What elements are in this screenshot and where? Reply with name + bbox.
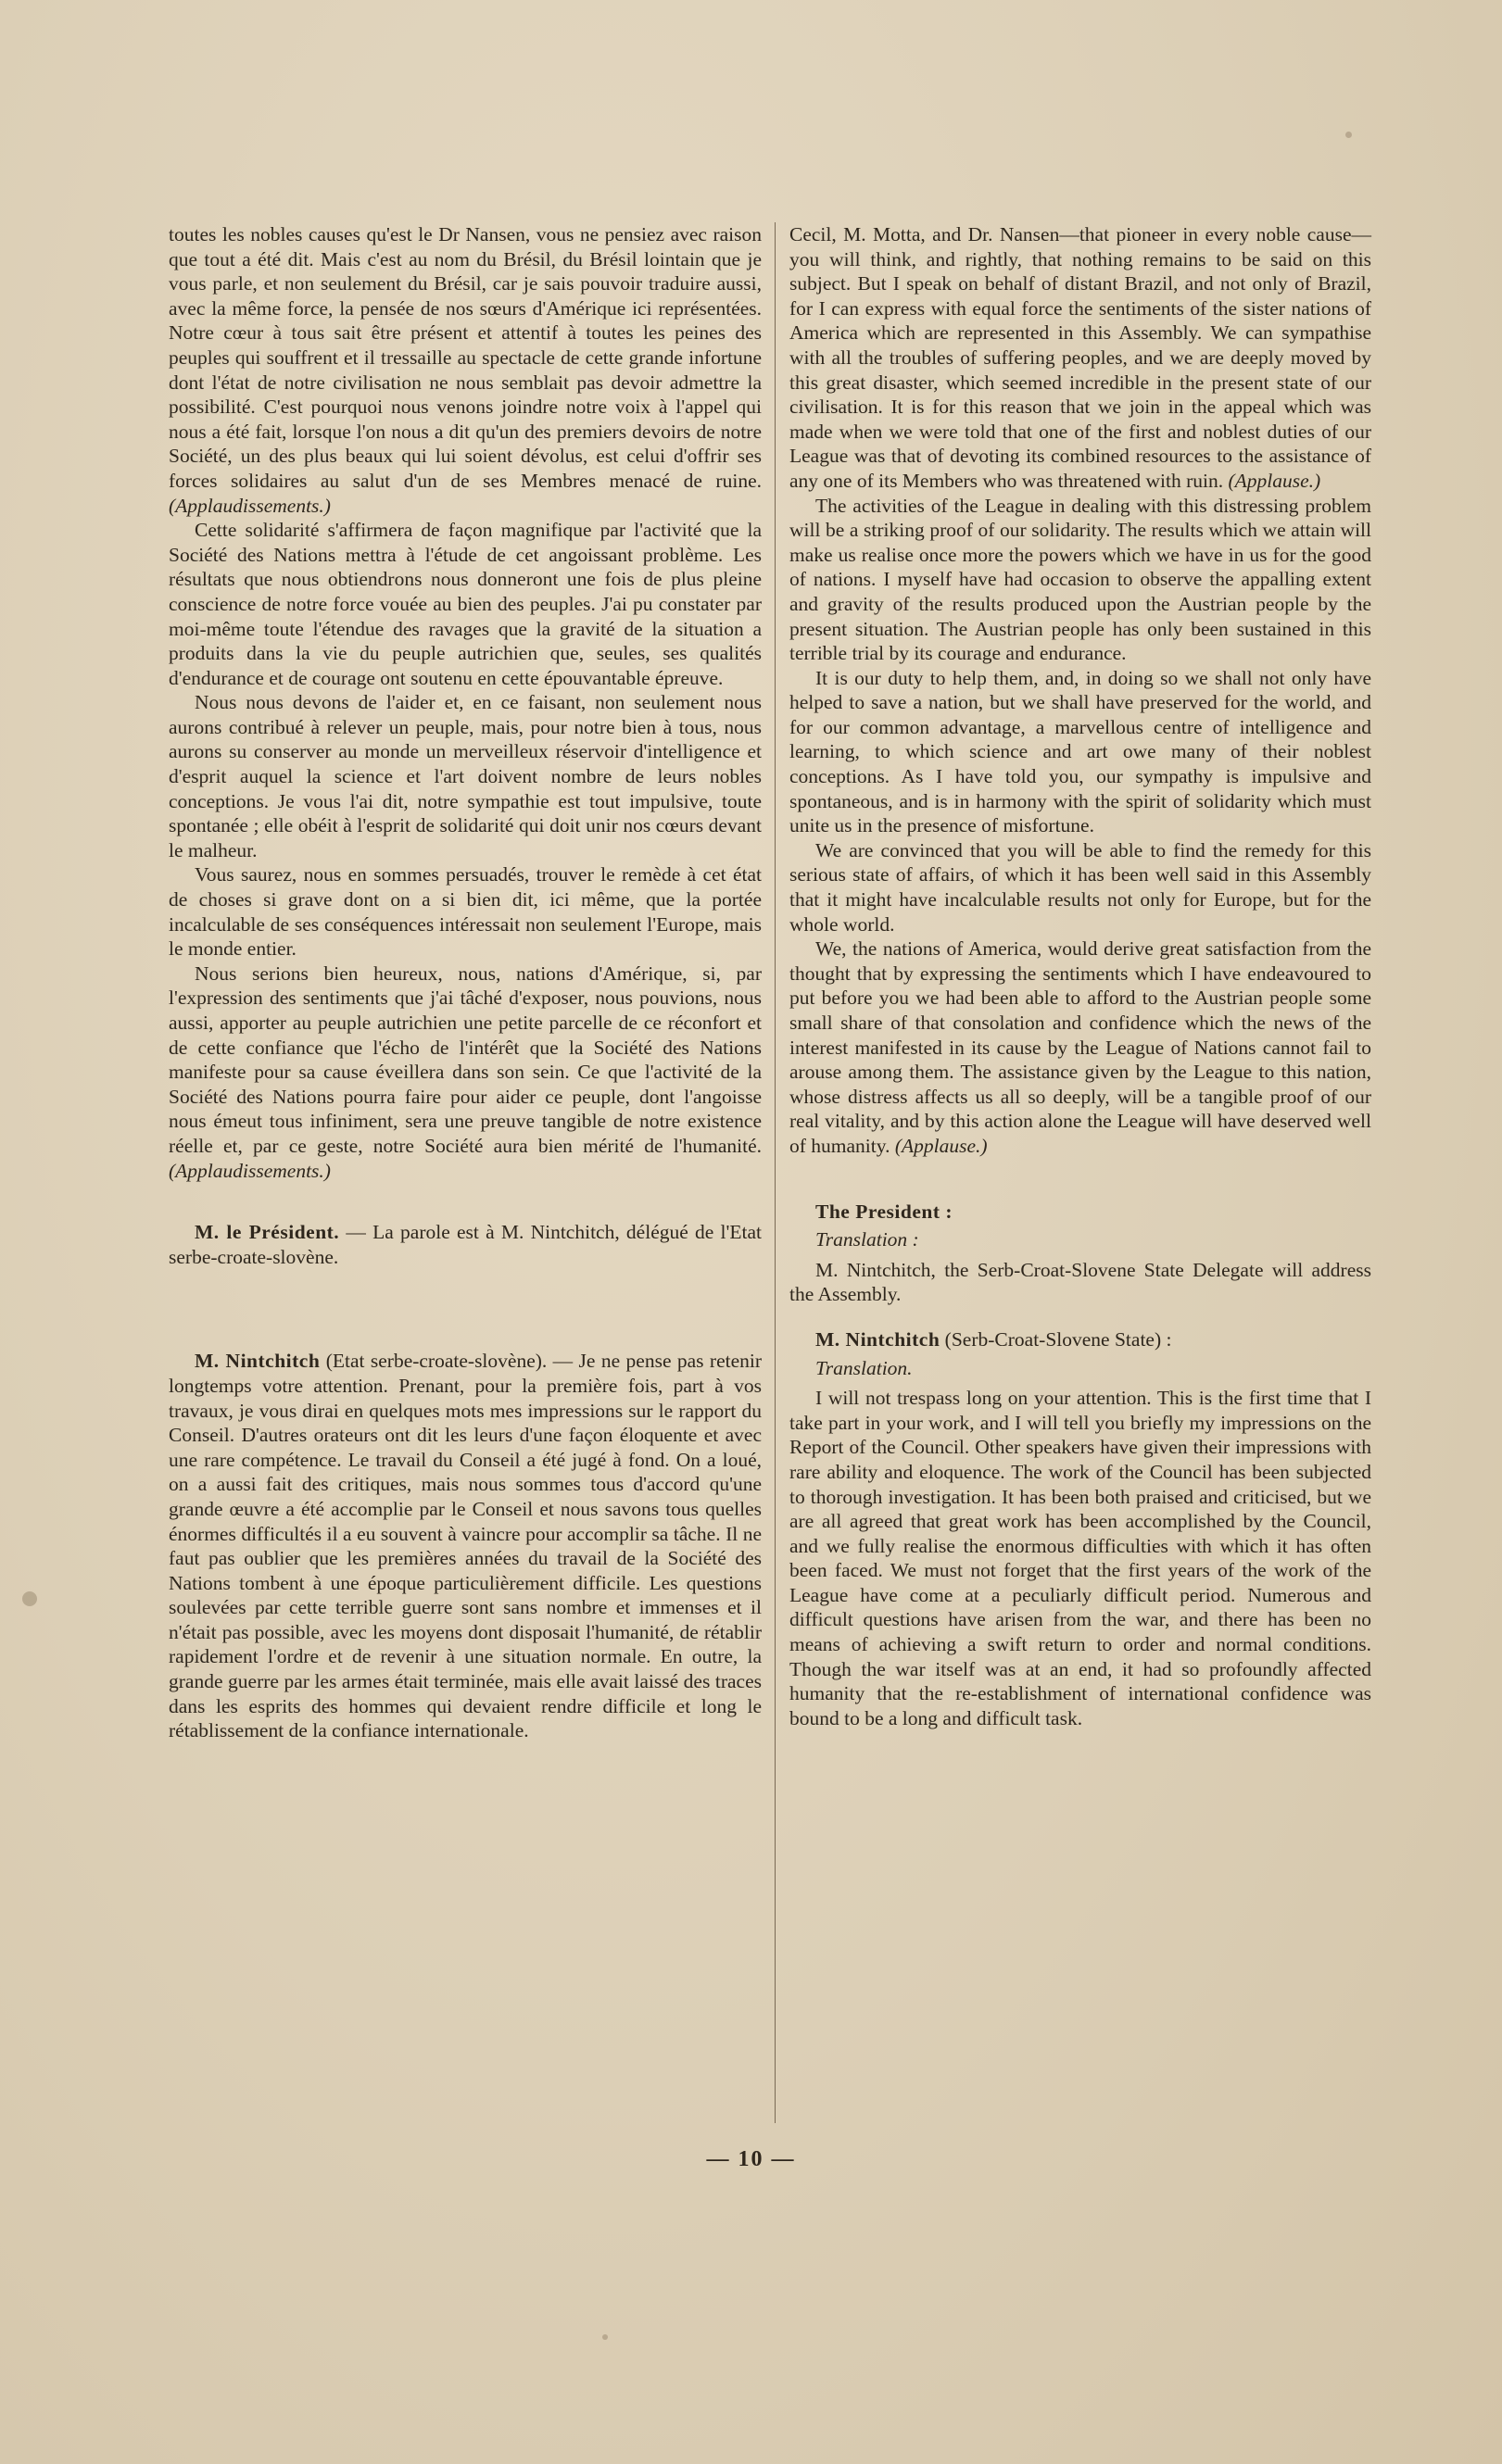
nintchitch-speech-fr: M. Nintchitch (Etat serbe-croate-slovène). — Je ne pense pas retenir longtemps votre attention. Prenant, pour la première fois, part à vos travaux, je vous dirai en quelques mots mes impressions sur le rapport du Conseil. D'autres orateurs ont dit les leurs d'une façon éloquente et avec une rare compétence. Le travail du Conseil a été jugé à fond. On a loué, on a aussi fait des critiques, mais nous sommes tous d'accord qu'une grande œuvre a été accomplie par le Conseil et nous savons tous quelles énormes difficultés il a eu souvent à vaincre pour accomplir sa tâche. Il ne faut pas oublier que les premières années du travail de la Société des Nations tombent à une époque particulièrement difficile. Les questions soulevées par cette terrible guerre sont sans nombre et immenses et il n'était pas possible, avec les moyens dont disposait l'humanité, de rétablir rapidement l'ordre et de revenir à une situation normale. En outre, la grande guerre par les armes était terminée, mais elle avait laissé des traces dans les esprits des hommes qui devaient rendre difficile et long le rétablissement de la confiance internationale.: [169, 1350, 763, 1742]
page-number: — 10 —: [706, 2147, 796, 2171]
nintchitch-heading-en: M. Nintchitch (Serb-Croat-Slovene State) :: [815, 1327, 1172, 1351]
english-paragraph: We are convinced that you will be able to find the remedy for this serious state of affairs, of which it has been well said in this Assembly that it might have incalculable results not only for Europe, but for the whole world.: [789, 838, 1371, 936]
french-paragraph: Vous saurez, nous en sommes persuadés, trouver le remède à cet état de choses si grave dont on a si bien dit, ici même, que la portée incalculable de ses conséquences intéressait non seulement l'Europe, mais le monde entier.: [169, 863, 762, 961]
paper-speck: [602, 2334, 608, 2340]
french-paragraph: Cette solidarité s'affirmera de façon magnifique par l'activité que la Société des Nations mettra à l'étude de cet angoissant problème. Les résultats que nous obtiendrons nous donneront une fois de plus pleine conscience de notre force vouée au bien des peuples. J'ai pu constater par moi-même toute l'étendue des ravages que la gravité de la situation a produits dans la vie du peuple autrichien que, seules, ses qualités d'endurance et de courage ont soutenu en cette épouvantable épreuve.: [169, 519, 762, 689]
applause-note: (Applause.): [894, 1134, 988, 1157]
applause-note: (Applaudissements.): [169, 494, 331, 517]
english-paragraph: The activities of the League in dealing with this distressing problem will be a striking proof of our solidarity. The results which we attain will make us realise once more the powers which we have in us for the good of nations. I myself have had occasion to observe the appalling extent and gravity of the results produced upon the Austrian people by the present situation. The Austrian people has only been sustained in this terrible trial by its courage and endurance.: [789, 494, 1371, 665]
applause-note: (Applaudissements.): [169, 1159, 331, 1182]
paper-speck: [22, 1591, 37, 1606]
english-paragraph: Cecil, M. Motta, and Dr. Nansen—that pioneer in every noble cause—you will think, and rightly, that nothing remains to be said on this subject. But I speak on behalf of distant Brazil, and not only of Brazil, for I can express with equal force the sentiments of the sister nations of America which are represented in this Assembly. We can sympathise with all the troubles of suffering peoples, and we are deeply moved by this great disaster, which seemed incredible in the present state of our civilisation. It is for this reason that we join in the appeal which was made when we were told that one of the first and noblest duties of our League was that of devoting its combined resources to the assistance of any one of its Members who was threatened with ruin. (Applause.): [789, 223, 1371, 492]
english-paragraph: It is our duty to help them, and, in doing so we shall not only have helped to save a nation, but we shall have preserved for the world, and for our common advantage, a marvellous centre of intelligence and learning, to which science and art owe many of their noblest conceptions. As I have told you, our sympathy is impulsive and spontaneous, and is in harmony with the spirit of solidarity which must unite us in the presence of misfortune.: [789, 666, 1371, 837]
nintchitch-speech-en: I will not trespass long on your attention. This is the first time that I take part in your work, and I will tell you briefly my impressions on the Report of the Council. Other speakers have given their impressions with rare ability and eloquence. The work of the Council has been subjected to thorough investigation. It has been both praised and criticised, but we are all agreed that great work has been accomplished by the Council, and we fully realise the enormous difficulties with which it has often been faced. We must not forget that the first years of the work of the League have come at a peculiarly difficult period. Numerous and difficult questions have arisen from the war, and there has been no means of achieving a swift return to order and normal conditions. Though the war itself was at an end, it had so profoundly affected humanity that the re-establishment of international confidence was bound to be a long and difficult task.: [789, 1387, 1371, 1729]
french-paragraph: toutes les nobles causes qu'est le Dr Nansen, vous ne pensiez avec raison que tout a été dit. Mais c'est au nom du Brésil, du Brésil lointain que je vous parle, et non seulement du Brésil, car je sais pouvoir traduire aussi, avec la même force, la pensée de nos sœurs d'Amérique ici représentées. Notre cœur à tous sait être présent et attentif à toutes les peines des peuples qui souffrent et il tressaille au spectacle de cette grande infortune dont l'état de notre civilisation ne nous semblait pas devoir admettre la possibilité. C'est pourquoi nous venons joindre notre voix à l'appel qui nous a été fait, lorsque l'on nous a dit qu'un des premiers devoirs de notre Société, un des plus beaux qui lui soient dévolus, est celui d'offrir ses forces solidaires au salut d'un de ses Membres menacé de ruine. (Applaudissements.): [169, 223, 762, 517]
french-column: [169, 222, 762, 1743]
paper-speck: [1345, 132, 1352, 138]
speaker-name: M. le Président.: [195, 1221, 340, 1244]
speaker-name: M. Nintchitch: [195, 1350, 321, 1373]
french-paragraph: Nous serions bien heureux, nous, nations d'Amérique, si, par l'expression des sentiments que j'ai tâché d'exposer, nous pouvions, nous aussi, apporter au peuple autrichien une petite parcelle de ce réconfort et de cette confiance que l'écho de l'intérêt que la Société des Nations manifeste pour sa cause éveillera dans son sein. Ce que l'activité de la Société des Nations pourra faire pour aider ce peuple, dont l'angoisse nous émeut tous infiniment, sera une preuve tangible de notre existence réelle et, par ce geste, notre Société aura bien mérité de l'humanité. (Applaudissements.): [169, 962, 762, 1182]
translation-label: Translation :: [815, 1228, 919, 1251]
president-heading-en: The President :: [815, 1200, 953, 1223]
column-divider: [775, 222, 776, 2123]
translation-label: Translation.: [815, 1356, 913, 1379]
english-column: [789, 222, 1371, 1730]
president-statement-en: M. Nintchitch, the Serb-Croat-Slovene State Delegate will address the Assembly.: [789, 1258, 1371, 1306]
french-paragraph: Nous nous devons de l'aider et, en ce faisant, non seulement nous aurons contribué à relever un peuple, mais, pour notre bien à tous, nous aurons su conserver au monde un merveilleux réservoir d'intelligence et d'esprit auquel la science et l'art doivent nombre de leurs nobles conceptions. Je vous l'ai dit, notre sympathie est tout impulsive, toute spontanée ; elle obéit à l'esprit de solidarité qui doit unir nos cœurs devant le malheur.: [169, 691, 762, 861]
president-statement-fr: M. le Président. — La parole est à M. Nintchitch, délégué de l'Etat serbe-croate-slovène.: [169, 1221, 762, 1268]
english-paragraph: We, the nations of America, would derive great satisfaction from the thought that by expressing the sentiments which I have endeavoured to put before you we had been able to afford to the Austrian people some small share of that consolation and confidence which the news of the interest manifested in its cause by the League of Nations cannot fail to arouse among them. The assistance given by the League to this nation, whose distress affects us all so deeply, will be a tangible proof of our real vitality, and by this action alone the League will have deserved well of humanity. (Applause.): [789, 937, 1371, 1157]
applause-note: (Applause.): [1228, 469, 1321, 492]
